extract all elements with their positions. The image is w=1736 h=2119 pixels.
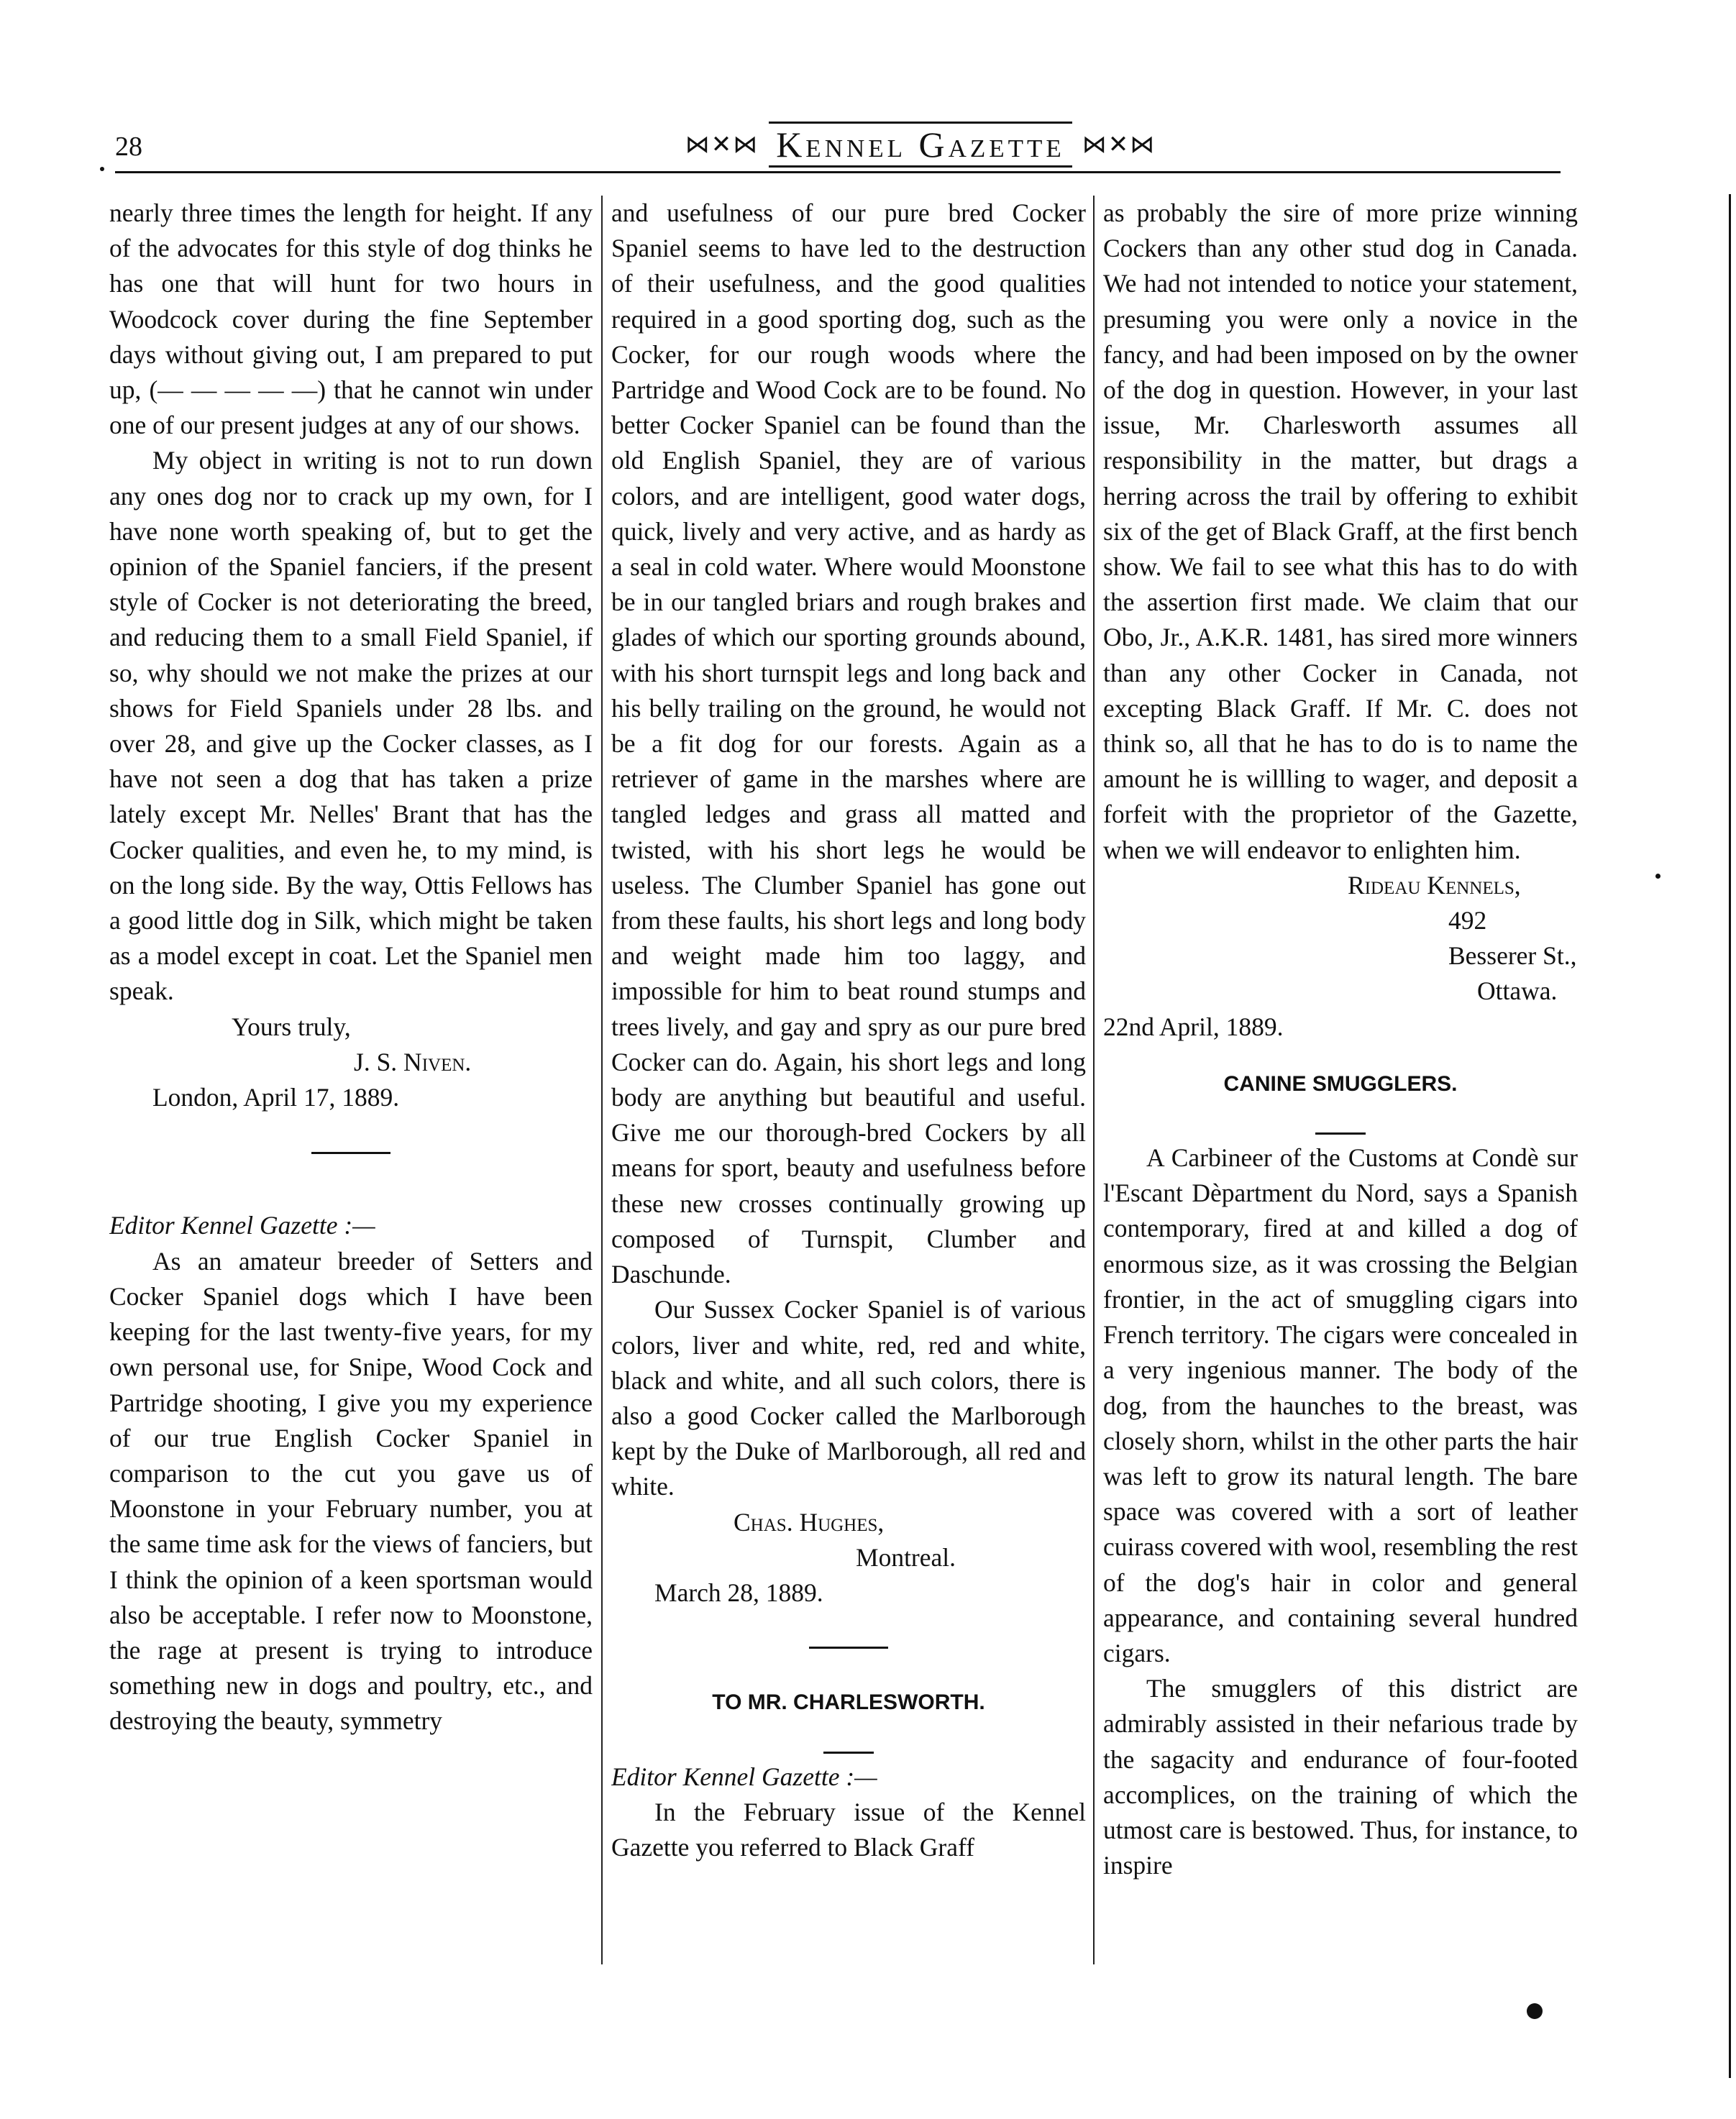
salutation: Editor Kennel Gazette :—	[109, 1211, 375, 1240]
heading-rule	[611, 1728, 1086, 1742]
ornament-left-icon: ⋈✕⋈	[685, 132, 759, 158]
paragraph: The smugglers of this district are admirably assisted in their nefarious trade by the sagacity and endurance of four-footed accomplices, on the training of which the utmost care is bestowed. Thus, for instance, to inspire	[1103, 1674, 1578, 1880]
header-rule	[115, 171, 1561, 173]
paragraph: as probably the sire of more prize winning Cockers than any other stud dog in Canada. We had not intended to notice your statement, presuming you were only a novice in the fancy, and had been imposed on by the owner of the dog in question. However, in your last issue, Mr. Charlesworth assumes all responsibility in the matter, but drags a herring across the trail by offering to exhibit six of the get of Black Graff, at the first bench show. We fail to see what this has to do with the assertion first made. We claim that our Obo, Jr., A.K.R. 1481, has sired more winners than any other Cocker in Canada, not excepting Black Graff. If Mr. C. does not think so, all that he has to do is to name the amount he is willling to wager, and deposit a forfeit with the proprietor of the Gazette, when we will endeavor to enlighten him.	[1103, 198, 1578, 864]
column-divider	[1093, 196, 1095, 1964]
print-speck	[100, 167, 104, 171]
signature-name: J. S. Niven.	[354, 1047, 472, 1076]
paragraph: My object in writing is not to run down any ones dog nor to crack up my own, for I have none worth speaking of, but to get the opinion of the Spaniel fanciers, if the present style of Cocker is not deteriorating the breed, and reducing them to a small Field Spaniel, if so, why should we not make the prizes at our shows for Field Spaniels under 28 lbs. and over 28, and give up the Cocker classes, as I have not seen a dog that has taken a prize lately except Mr. Nelles' Brant that has the Cocker qualities, and even he, to my mind, is on the long side. By the way, Ottis Fellows has a good little dog in Silk, which might be taken as a model except in coat. Let the Spaniel men speak.	[109, 446, 593, 1006]
section-separator	[109, 1132, 593, 1168]
paragraph: Our Sussex Cocker Spaniel is of various colors, liver and white, red, red and white, black and white, and all such colors, there is also a good Cocker called the Marlborough kept by the Duke of Marlborough, all red and white.	[611, 1295, 1086, 1501]
page-number: 28	[115, 132, 142, 162]
signature-block	[109, 1010, 593, 1116]
signature-close: Yours truly,	[232, 1012, 351, 1041]
print-speck	[1527, 2003, 1543, 2019]
signature-date: March 28, 1889.	[654, 1578, 823, 1607]
paragraph: In the February issue of the Kennel Gazette you referred to Black Graff	[611, 1797, 1086, 1862]
column-divider	[601, 196, 603, 1964]
paragraph: A Carbineer of the Customs at Condè sur l'Escant Dèpartment du Nord, says a Spanish contemporary, fired at and killed a dog of enormous size, as it was crossing the Belgian frontier, in the act of smuggling cigars into French territory. The cigars were concealed in a very ingenious manner. The body of the dog, from the haunches to the breast, was closely shorn, whilst in the other parts the hair was left to grow its natural length. The bare space was covered with a sort of leather cuirass covered with wool, resembling the rest of the dog's hair in color and general appearance, and containing several hundred cigars.	[1103, 1143, 1578, 1667]
paragraph: and usefulness of our pure bred Cocker Spaniel seems to have led to the destruction of their usefulness, and the good qualities required in a good sporting dog, such as the Cocker, for our rough woods where the Partridge and Wood Cock are to be found. No better Cocker Spaniel can be found than the old English Spaniel, they are of various colors, and are intelligent, good water dogs, quick, lively and very active, and as hardy as a seal in cold water. Where would Moonstone be in our tangled briars and rough brakes and glades of which our sporting grounds abound, with his short turnspit legs and long back and his belly trailing on the ground, he would not be a fit dog for our forests. Again as a retriever of game in the marshes where are tangled ledges and grass all matted and twisted, with his short legs he would be useless. The Clumber Spaniel has gone out from these faults, his short legs and long body and weight made him too laggy, and impossible for him to beat round stumps and trees lively, and gay and spry as our pure bred Cocker can do. Again, his short legs and long body are anything but beautiful and useful. Give me our thorough-bred Cockers by all means for sport, beauty and usefulness before these new crosses continually growing up composed of Turnspit, Clumber and Daschunde.	[611, 198, 1086, 1289]
paragraph: As an amateur breeder of Setters and Cocker Spaniel dogs which I have been keeping for the last twenty-five years, for my own personal use, for Snipe, Wood Cock and Partridge shooting, I give you my experience of our true English Cocker Spaniel in comparison to the cut you gave us of Moonstone in your February number, you at the same time ask for the views of fanciers, but I think the opinion of a keen sportsman would also be acceptable. I refer now to Moonstone, the rage at present is trying to introduce something new in dogs and poultry, etc., and destroying the beauty, symmetry	[109, 1246, 593, 1736]
signature-place: Montreal.	[856, 1542, 956, 1572]
section-heading: TO MR. CHARLESWORTH.	[712, 1690, 985, 1715]
column-1	[109, 196, 593, 1972]
column-2	[611, 196, 1086, 1972]
signature-city: Ottawa.	[1477, 976, 1558, 1006]
salutation: Editor Kennel Gazette :—	[611, 1762, 877, 1791]
heading-rule	[1103, 1109, 1578, 1123]
section-separator	[611, 1628, 1086, 1663]
ornament-right-icon: ⋈✕⋈	[1082, 132, 1156, 158]
masthead	[662, 119, 1179, 170]
signature-block	[611, 1505, 1086, 1611]
signature-address: 492 Besserer St.,	[1448, 906, 1577, 971]
signature-name: Chas. Hughes,	[734, 1507, 885, 1537]
column-3	[1103, 196, 1578, 1972]
signature-date: London, April 17, 1889.	[152, 1083, 400, 1112]
masthead-title: Kennel Gazette	[769, 122, 1072, 168]
page-header	[115, 115, 1553, 173]
section-heading: CANINE SMUGGLERS.	[1223, 1071, 1458, 1096]
signature-date: 22nd April, 1889.	[1103, 1012, 1284, 1041]
page-edge	[1729, 194, 1731, 2078]
paragraph: nearly three times the length for height. If any of the advocates for this style of dog thinks he has one that will hunt for two hours in Woodcock cover during the fine September days without giving out, I am prepared to put up, (— — — — —) that he cannot win under one of our present judges at any of our shows.	[109, 198, 593, 440]
signature-name: Rideau Kennels,	[1348, 870, 1521, 900]
signature-block	[1103, 868, 1578, 1045]
print-speck	[1655, 874, 1660, 879]
